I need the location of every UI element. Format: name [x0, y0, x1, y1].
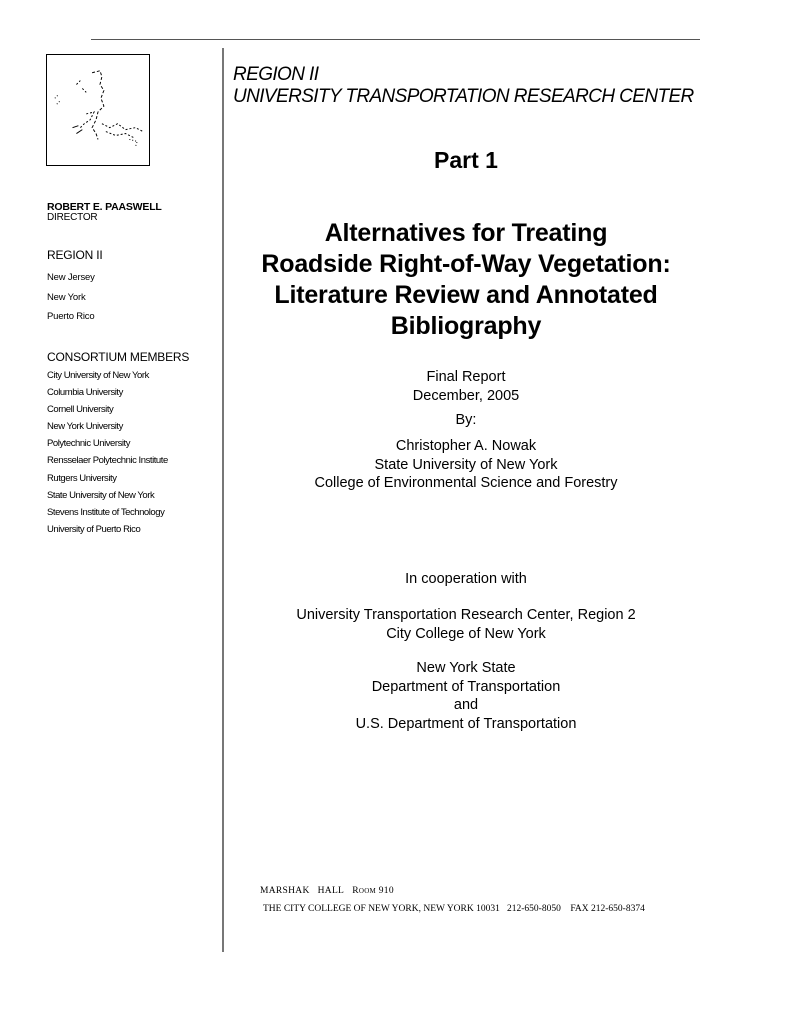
sponsor-and: and	[453, 697, 479, 713]
building-name: MARSHAK HALL	[260, 886, 345, 896]
list-item: Columbia University	[47, 387, 123, 399]
cooperation-label: In cooperation with	[405, 571, 527, 587]
director-title: DIRECTOR	[47, 212, 98, 223]
list-item: New Jersey	[47, 272, 95, 283]
coop-org-name: University Transportation Research Center, Region 2	[296, 607, 636, 623]
title-line: Literature Review and Annotated	[274, 281, 658, 309]
title-line: Bibliography	[390, 312, 542, 340]
sponsor-state: New York State	[416, 660, 516, 676]
footer-building	[260, 886, 394, 896]
list-item: Cornell University	[47, 404, 114, 416]
author-affiliation: State University of New York	[374, 456, 558, 473]
list-item: New York University	[47, 421, 123, 433]
coop-org-college: City College of New York	[386, 625, 546, 642]
header-region: REGION II	[233, 64, 319, 85]
title-line: Roadside Right-of-Way Vegetation:	[261, 250, 671, 278]
sponsors	[232, 659, 700, 733]
part-label: Part 1	[434, 147, 498, 173]
list-item: Puerto Rico	[47, 311, 95, 322]
list-item: University of Puerto Rico	[47, 523, 141, 535]
list-item: New York	[47, 291, 86, 303]
list-item: State University of New York	[47, 489, 155, 501]
list-item: Rensselaer Polytechnic Institute	[47, 455, 168, 467]
author-info	[232, 437, 700, 493]
region-map-icon	[47, 55, 149, 165]
region-map-logo	[46, 54, 150, 166]
header-center-name: UNIVERSITY TRANSPORTATION RESEARCH CENTER	[233, 86, 694, 107]
author-college: College of Environmental Science and Forestry	[314, 475, 618, 491]
title-line: Alternatives for Treating	[324, 219, 608, 247]
list-item: Rutgers University	[47, 472, 117, 484]
list-item: Stevens Institute of Technology	[47, 506, 165, 518]
by-label: By:	[455, 412, 477, 428]
report-type: Final Report	[426, 369, 506, 385]
list-item: Polytechnic University	[47, 438, 131, 450]
director-name: ROBERT E. PAASWELL	[47, 201, 162, 213]
sponsor-usdot: U.S. Department of Transportation	[355, 715, 577, 732]
sponsor-dept: Department of Transportation	[371, 678, 561, 695]
list-item: City University of New York	[47, 370, 149, 381]
cooperating-organization	[232, 606, 700, 643]
vertical-divider	[222, 48, 224, 952]
consortium-heading: CONSORTIUM MEMBERS	[47, 350, 190, 364]
region-list	[47, 268, 95, 327]
author-name: Christopher A. Nowak	[395, 438, 537, 454]
top-rule	[91, 39, 700, 40]
center-header	[233, 64, 694, 108]
footer-address: THE CITY COLLEGE OF NEW YORK, NEW YORK 10031 212-650-8050 FAX 212-650-8374	[263, 904, 645, 914]
report-info	[232, 368, 700, 405]
report-date: December, 2005	[412, 387, 520, 404]
region-heading: REGION II	[47, 248, 103, 262]
room-number: Room 910	[352, 886, 394, 896]
report-title	[232, 218, 700, 342]
consortium-list	[47, 367, 168, 538]
